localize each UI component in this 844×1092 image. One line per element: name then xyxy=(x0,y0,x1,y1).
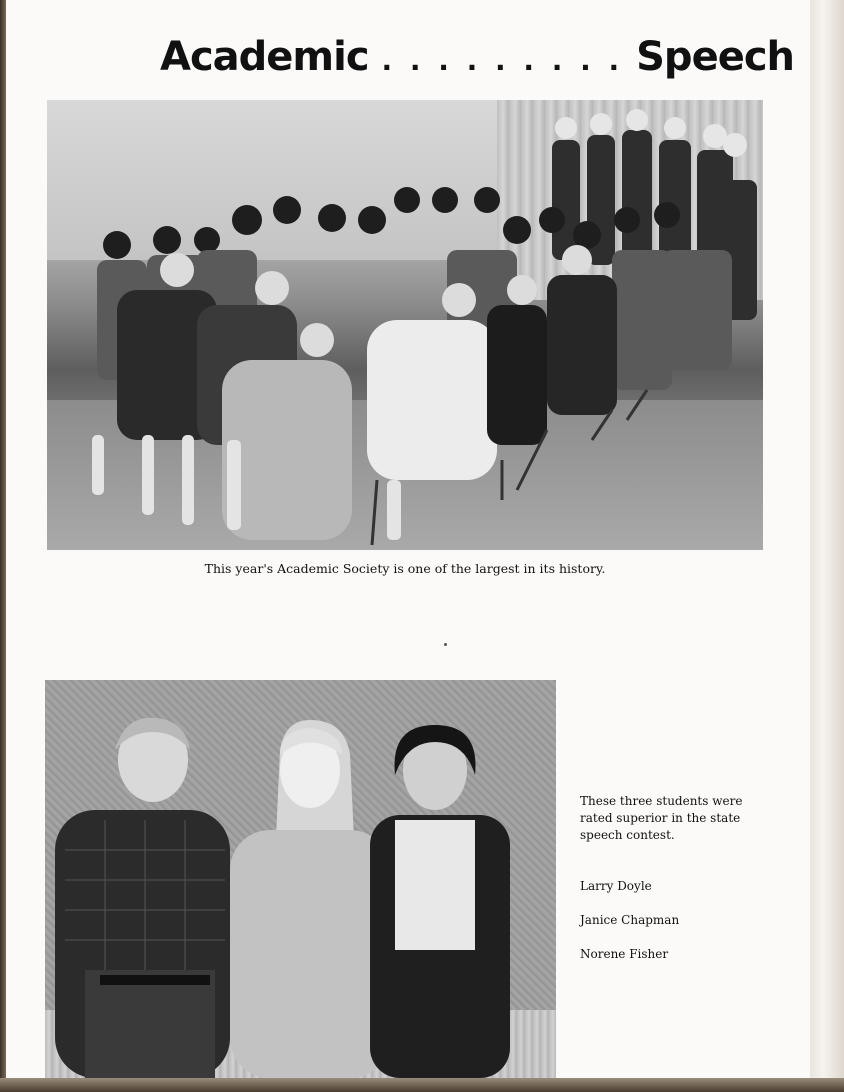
speck xyxy=(444,643,447,646)
page-spine xyxy=(810,0,844,1092)
student-name-3: Norene Fisher xyxy=(580,947,669,961)
academic-photo-caption: This year's Academic Society is one of the largest in its history. xyxy=(204,561,606,576)
student-name-2: Janice Chapman xyxy=(580,913,680,927)
caption-line-1: These three students were xyxy=(580,794,743,808)
student-left-figure xyxy=(55,718,230,1078)
caption-line-2: rated superior in the state xyxy=(580,811,741,825)
title-dots: . . . . . . . . . xyxy=(381,44,624,77)
student-middle-figure xyxy=(230,720,390,1078)
student-name-1: Larry Doyle xyxy=(580,879,652,893)
group-figures xyxy=(47,100,763,550)
student-right-figure xyxy=(370,725,510,1078)
academic-society-photo xyxy=(47,100,763,550)
page-bottom-edge xyxy=(0,1078,844,1092)
title-speech: Speech xyxy=(636,34,795,80)
students-figures xyxy=(45,680,556,1078)
title-academic: Academic xyxy=(160,34,369,80)
caption-line-3: speech contest. xyxy=(580,828,675,842)
speech-students-photo xyxy=(45,680,556,1078)
speech-caption xyxy=(580,793,742,844)
page-title xyxy=(160,34,795,80)
